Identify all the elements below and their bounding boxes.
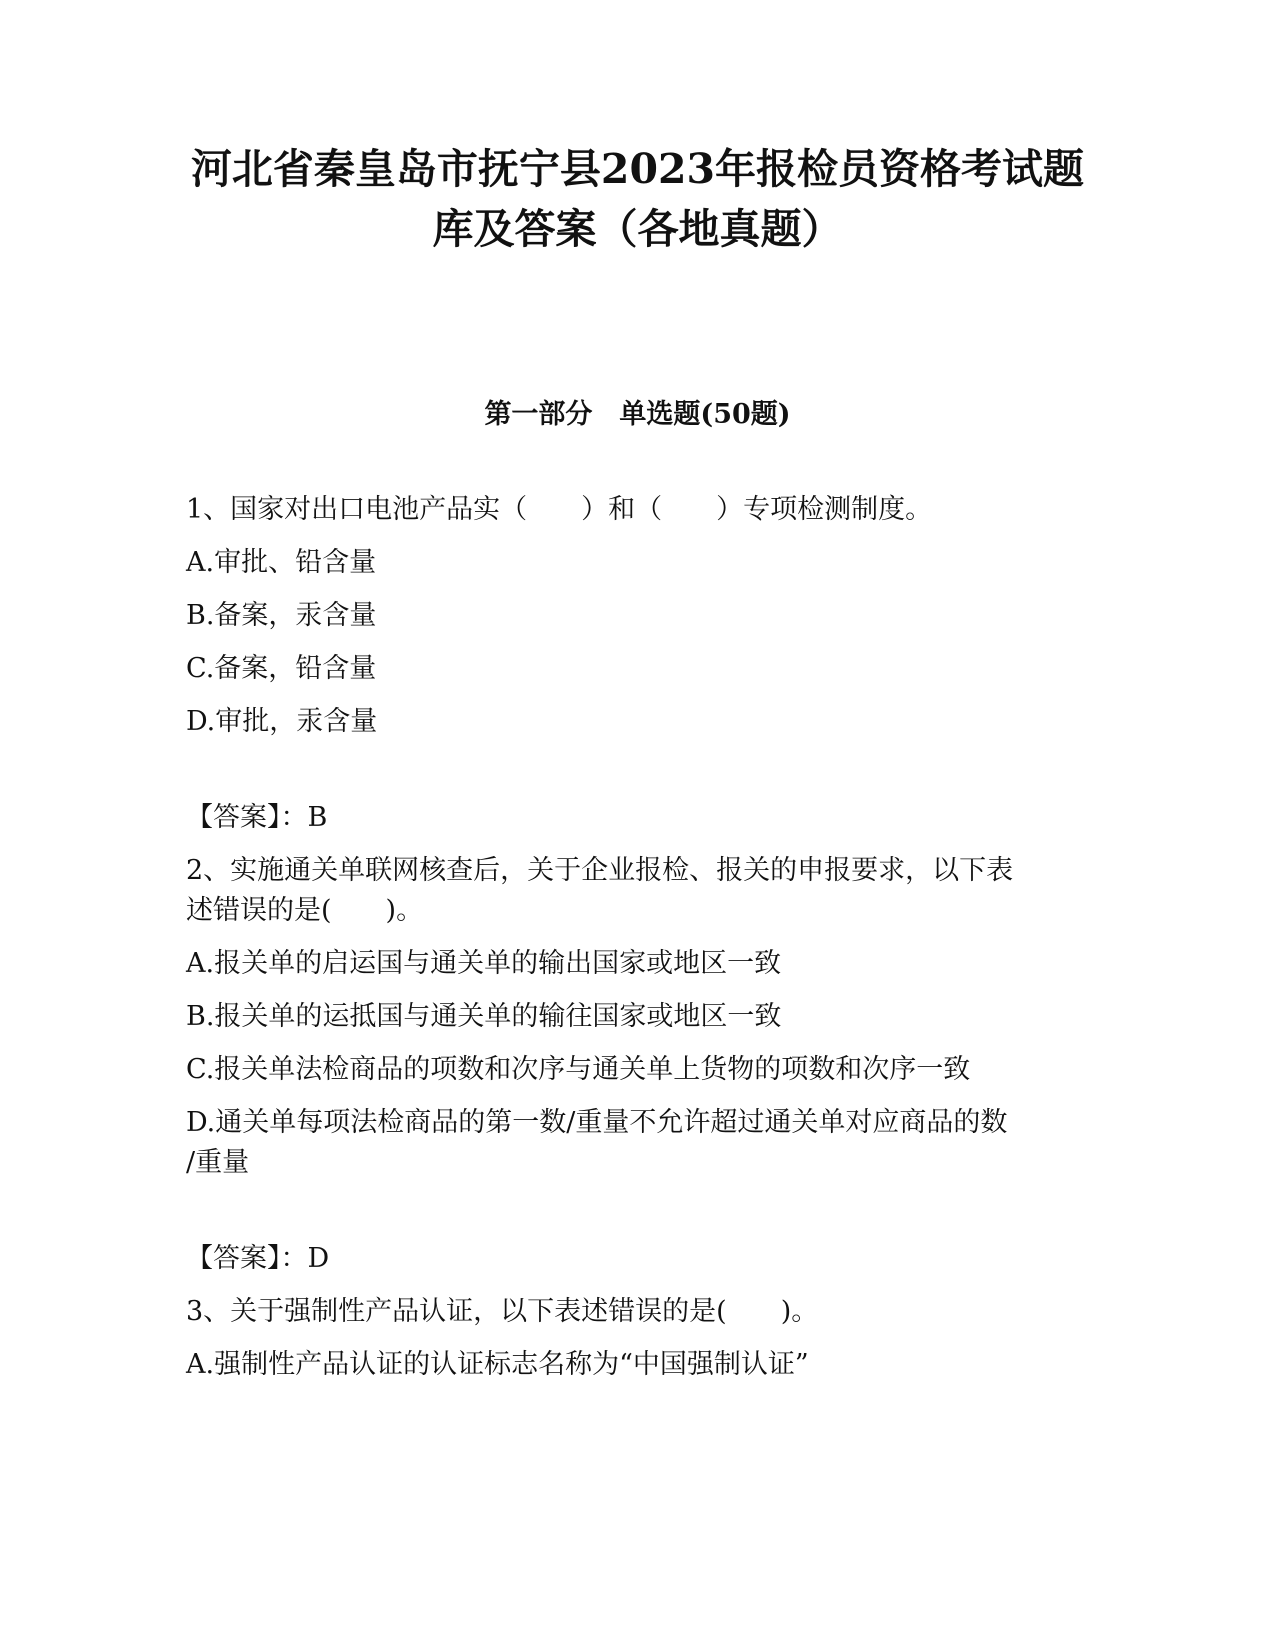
option-d: D.审批，汞含量: [186, 706, 378, 737]
option-b: B.备案，汞含量: [186, 600, 377, 631]
question-stem-line-2: 述错误的是( )。: [186, 895, 424, 926]
question-stem-line-1: 2、实施通关单联网核查后，关于企业报检、报关的申报要求，以下表: [186, 855, 1014, 886]
option-d-line-2: /重量: [186, 1147, 250, 1178]
option-a: A.审批、铅含量: [186, 547, 377, 578]
question-stem: 1、国家对出口电池产品实（ ）和（ ）专项检测制度。: [186, 494, 933, 525]
option-b: B.报关单的运抵国与通关单的输往国家或地区一致: [186, 1001, 782, 1032]
option-a: A.强制性产品认证的认证标志名称为“中国强制认证”: [186, 1349, 809, 1380]
option-a: A.报关单的启运国与通关单的输出国家或地区一致: [186, 948, 782, 979]
answer-label: 【答案】：D: [186, 1243, 330, 1274]
section-heading: 第一部分 单选题(50题): [484, 399, 791, 430]
document-title-line-1: 河北省秦皇岛市抚宁县2023年报检员资格考试题: [190, 145, 1085, 193]
document-title-line-2: 库及答案（各地真题）: [432, 205, 843, 253]
option-d-line-1: D.通关单每项法检商品的第一数/重量不允许超过通关单对应商品的数: [186, 1107, 1008, 1138]
question-stem: 3、关于强制性产品认证，以下表述错误的是( )。: [186, 1296, 819, 1327]
answer-label: 【答案】：B: [186, 802, 328, 833]
option-c: C.报关单法检商品的项数和次序与通关单上货物的项数和次序一致: [186, 1054, 971, 1085]
option-c: C.备案，铅含量: [186, 653, 377, 684]
